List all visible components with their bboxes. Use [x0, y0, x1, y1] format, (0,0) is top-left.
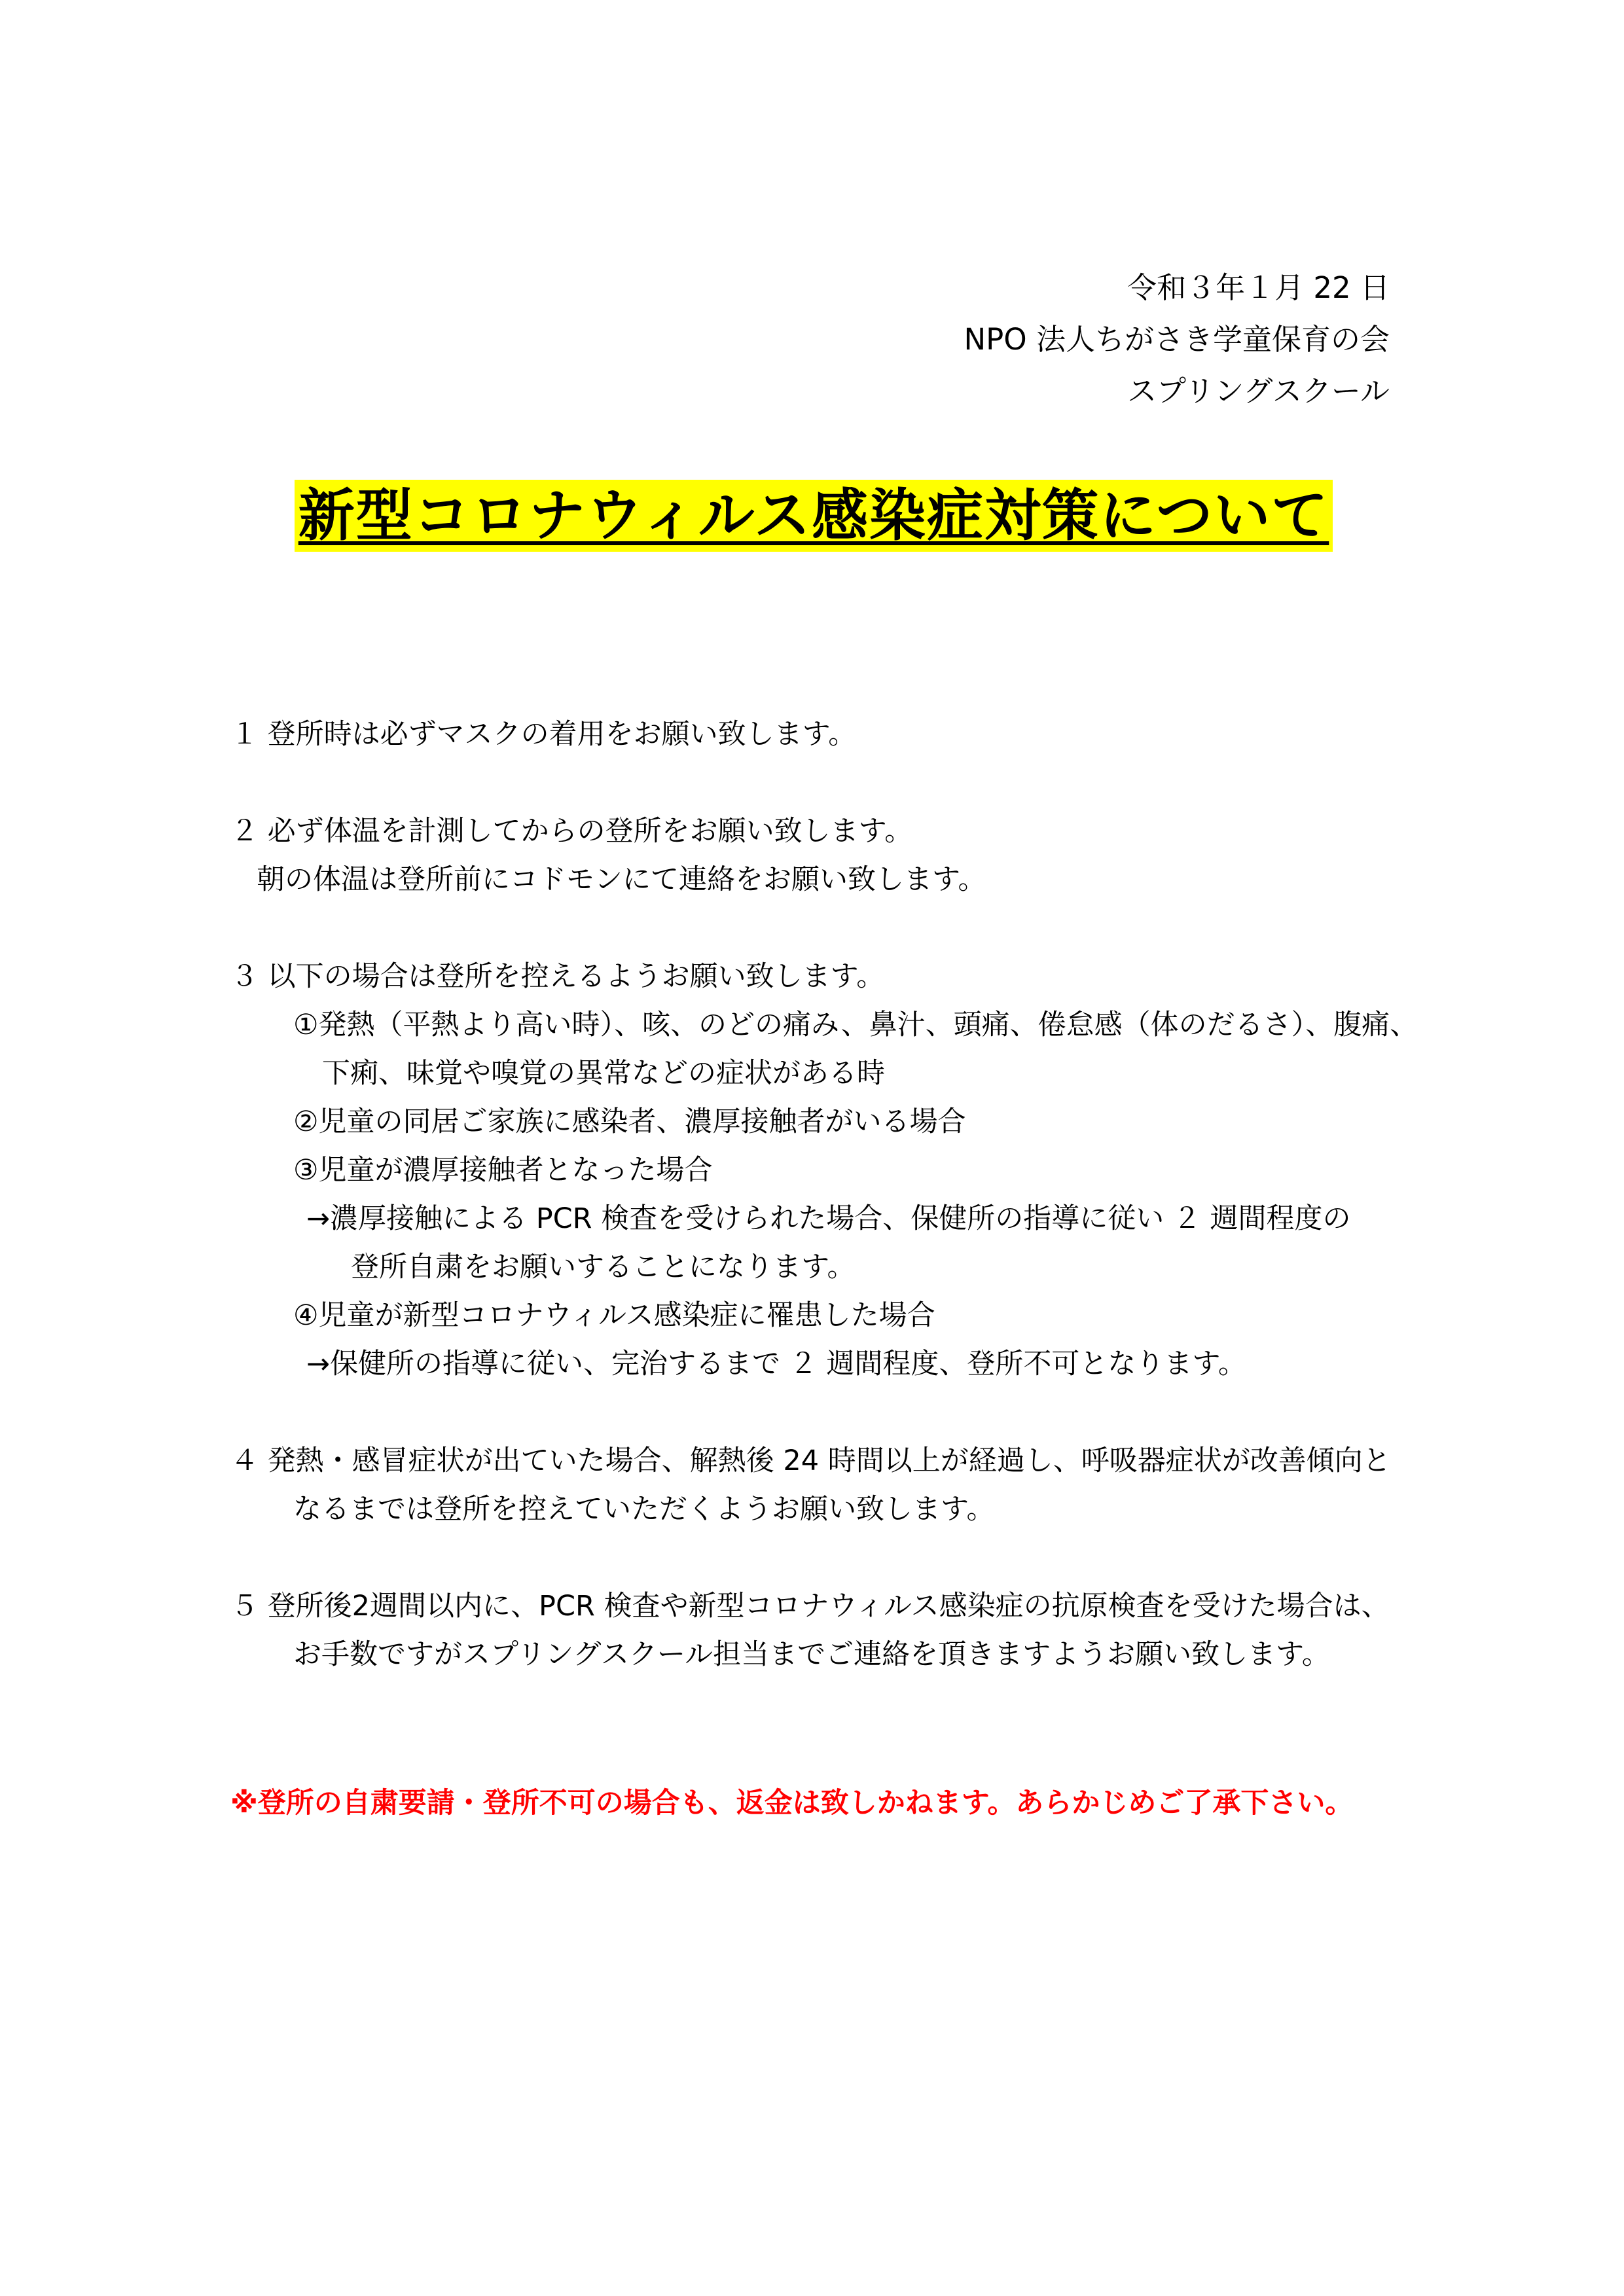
item-5-line-1: ５ 登所後2週間以内に、PCR 検査や新型コロナウィルス感染症の抗原検査を受けた場合は、 [230, 1590, 1390, 1623]
item-3-sub-1-line-1: ①発熱（平熱より高い時）、咳、のどの痛み、鼻汁、頭痛、倦怠感（体のだるさ）、腹痛、 [293, 1009, 1418, 1041]
item-3-line-1: ３ 以下の場合は登所を控えるようお願い致します。 [230, 960, 885, 993]
item-4-line-1: ４ 発熱・感冒症状が出ていた場合、解熱後 24 時間以上が経過し、呼吸器症状が改善傾向と [230, 1444, 1391, 1477]
item-3-sub-2: ②児童の同居ご家族に感染者、濃厚接触者がいる場合 [293, 1105, 966, 1138]
item-2-line-2: 朝の体温は登所前にコドモンにて連絡をお願い致します。 [257, 863, 986, 896]
item-1: １ 登所時は必ずマスクの着用をお願い致します。 [230, 718, 857, 751]
item-2-line-1: ２ 必ず体温を計測してからの登所をお願い致します。 [230, 815, 913, 848]
document-body [230, 710, 1461, 1679]
item-3-sub-1-line-2: 下痢、味覚や嗅覚の異常などの症状がある時 [322, 1057, 885, 1090]
school-name: スプリングスクール [1127, 374, 1390, 408]
spacer [230, 759, 1461, 807]
organization-name: NPO 法人ちがさき学童保育の会 [964, 322, 1390, 357]
spacer [230, 1388, 1461, 1437]
item-3-sub-3: ③児童が濃厚接触者となった場合 [293, 1154, 713, 1187]
item-3-sub-4-note-1: →保健所の指導に従い、完治するまで ２ 週間程度、登所不可となります。 [306, 1348, 1246, 1380]
item-3-sub-3-note-2: 登所自粛をお願いすることになります。 [351, 1251, 856, 1283]
spacer [230, 904, 1461, 952]
document-header [964, 262, 1390, 417]
document-date: 令和３年１月 22 日 [1127, 270, 1390, 305]
item-4-line-2: なるまでは登所を控えていただくようお願い致します。 [293, 1493, 995, 1526]
document-title: 新型コロナウィルス感染症対策について [295, 480, 1333, 552]
spacer [230, 1534, 1461, 1582]
item-5-line-2: お手数ですがスプリングスクール担当までご連絡を頂きますようお願い致します。 [293, 1638, 1330, 1671]
item-3-sub-3-note-1: →濃厚接触による PCR 検査を受けられた場合、保健所の指導に従い ２ 週間程度の [306, 1202, 1351, 1235]
title-container [287, 480, 1341, 552]
refund-notice: ※登所の自粛要請・登所不可の場合も、返金は致しかねます。あらかじめご了承下さい。 [230, 1787, 1354, 1820]
item-3-sub-4: ④児童が新型コロナウィルス感染症に罹患した場合 [293, 1299, 935, 1332]
